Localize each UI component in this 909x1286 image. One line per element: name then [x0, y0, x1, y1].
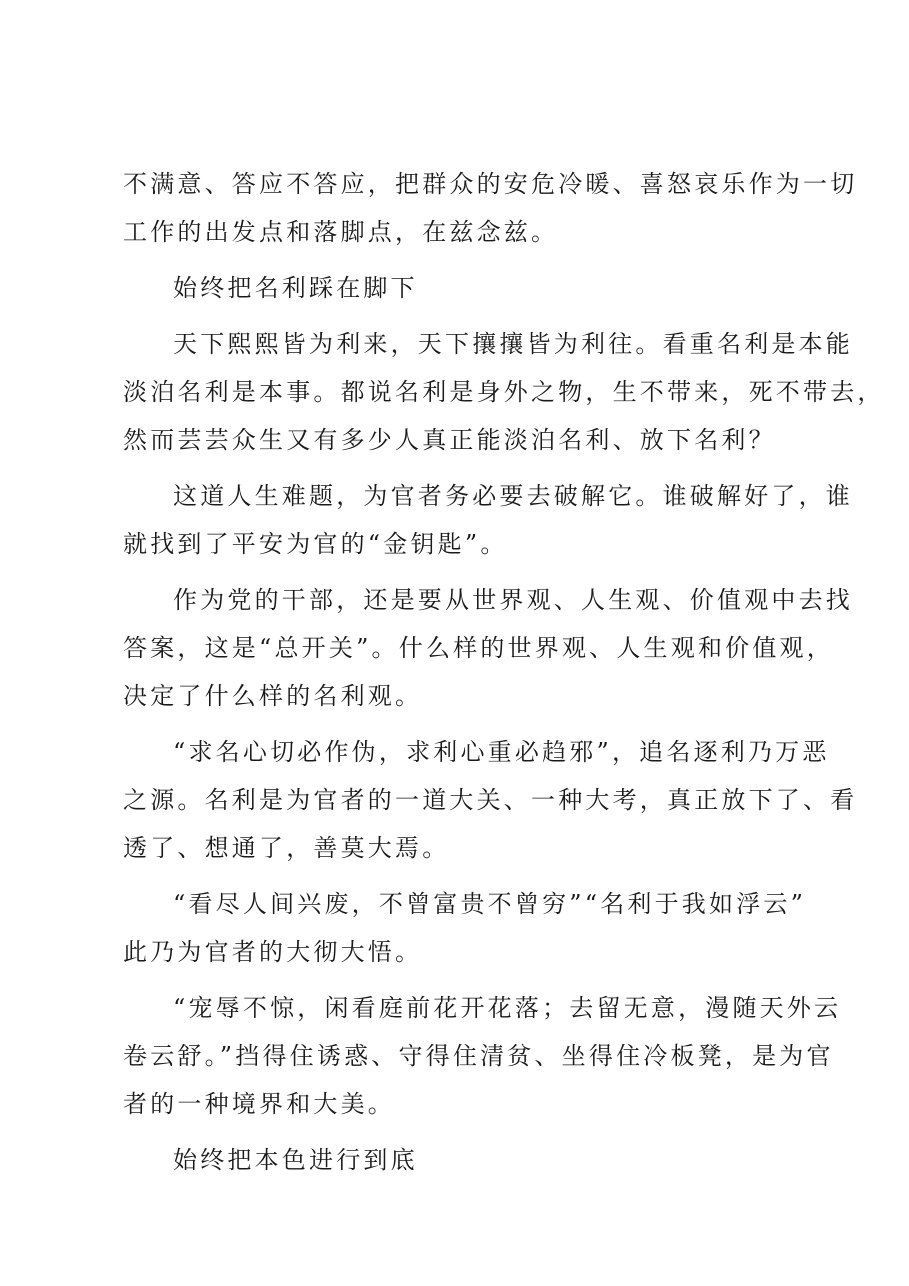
paragraph	[123, 160, 858, 256]
text-line: 卷云舒。”挡得住诱惑、守得住清贫、坐得住冷板凳，是为官	[123, 1042, 834, 1070]
text-line: 天下熙熙皆为利来，天下攘攘皆为利往。看重名利是本能	[173, 330, 853, 358]
paragraph	[123, 984, 842, 1128]
paragraph	[123, 576, 853, 720]
text-line: 此乃为官者的大彻大悟。	[123, 938, 423, 966]
text-line: “宠辱不惊，闲看庭前花开花落；去留无意，漫随天外云	[173, 994, 842, 1022]
text-line: “看尽人间兴废，不曾富贵不曾穷”“名利于我如浮云”	[173, 890, 807, 918]
text-line: 作为党的干部，还是要从世界观、人生观、价值观中去找	[173, 586, 853, 614]
text-line: 之源。名利是为官者的一道大关、一种大考，真正放下了、看	[123, 786, 858, 814]
text-line: 者的一种境界和大美。	[123, 1090, 395, 1118]
text-line: 淡泊名利是本事。都说名利是身外之物，生不带来，死不带去，	[123, 378, 885, 406]
text-line: 透了、想通了，善莫大焉。	[123, 834, 450, 862]
text-line: 这道人生难题，为官者务必要去破解它。谁破解好了，谁	[173, 482, 853, 510]
text-line: 决定了什么样的名利观。	[123, 682, 423, 710]
section-heading	[123, 1136, 803, 1184]
text-line: “求名心切必作伪，求利心重必趋邪”，追名逐利乃万恶	[173, 738, 830, 766]
text-line: 答案，这是“总开关”。什么样的世界观、人生观和价值观，	[123, 634, 834, 662]
text-line: 不满意、答应不答应，把群众的安危冷暖、喜怒哀乐作为一切	[123, 170, 858, 198]
text-line: 然而芸芸众生又有多少人真正能淡泊名利、放下名利？	[123, 426, 776, 454]
text-line: 就找到了平安为官的“金钥匙”。	[123, 530, 508, 558]
text-line: 工作的出发点和落脚点，在兹念兹。	[123, 218, 559, 246]
text-line: 始终把本色进行到底	[173, 1146, 418, 1174]
paragraph	[123, 728, 858, 872]
paragraph	[123, 472, 853, 568]
document-body	[123, 160, 885, 1192]
section-heading	[123, 264, 803, 312]
paragraph	[123, 880, 807, 976]
text-line: 始终把名利踩在脚下	[173, 274, 418, 302]
paragraph	[123, 320, 885, 464]
